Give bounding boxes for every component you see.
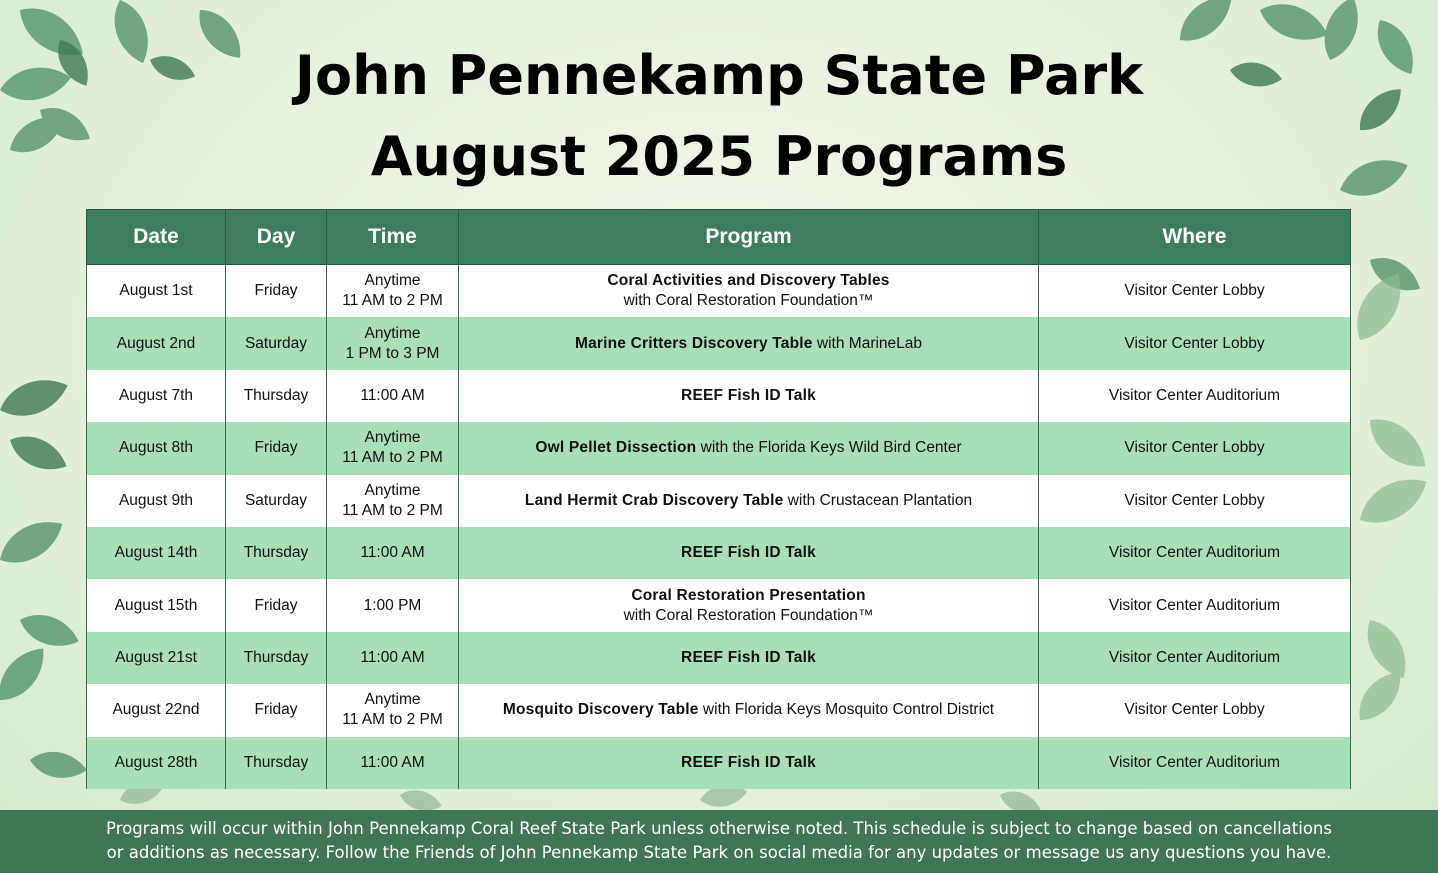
day-text: Thursday [243,544,309,562]
date-cell [87,737,226,789]
program-title: Coral Activities and Discovery Tables [607,272,890,290]
day-text: Saturday [244,491,308,509]
program-cell [459,370,1039,422]
location-text: Visitor Center Auditorium [1108,386,1281,404]
location-text: Visitor Center Lobby [1124,439,1265,457]
program-partner: with MarineLab [812,334,923,352]
day-cell [226,527,327,579]
time-cell [327,684,459,736]
day-cell [226,579,327,631]
location-text: Visitor Center Auditorium [1108,753,1281,771]
date-text: August 9th [118,491,194,509]
date-text: August 2nd [116,334,196,352]
where-cell [1039,684,1351,736]
program-cell [459,317,1039,369]
date-text: August 7th [118,386,194,404]
page-subtitle: August 2025 Programs [370,125,1068,188]
time-text: Anytime [364,429,421,447]
table-row [87,737,1351,789]
location-text: Visitor Center Auditorium [1108,596,1281,614]
time-range-text: 11 AM to 2 PM [342,292,443,310]
program-partner: with Crustacean Plantation [783,491,973,509]
program-title: Marine Critters Discovery Table [574,334,813,352]
date-cell [87,475,226,527]
time-text: 11:00 AM [360,386,425,404]
where-cell [1039,422,1351,474]
program-title: Land Hermit Crab Discovery Table [524,491,784,509]
date-cell [87,684,226,736]
program-cell [459,265,1039,318]
date-text: August 21st [115,648,197,666]
page-title: John Pennekamp State Park [294,44,1144,107]
program-cell [459,632,1039,684]
footer-note [0,810,1438,873]
table-row [87,684,1351,736]
date-text: August 14th [114,544,198,562]
program-partner: with Coral Restoration Foundation™ [623,292,874,310]
day-text: Saturday [244,334,308,352]
table-row [87,579,1351,631]
time-text: Anytime [364,481,421,499]
date-text: August 1st [119,282,193,300]
time-text: 11:00 AM [360,648,425,666]
time-range-text: 11 AM to 2 PM [342,501,443,519]
table-row [87,475,1351,527]
table-row [87,527,1351,579]
day-cell [226,422,327,474]
location-text: Visitor Center Lobby [1124,701,1265,719]
program-cell [459,527,1039,579]
table-row [87,317,1351,369]
day-cell [226,370,327,422]
time-cell [327,370,459,422]
time-cell [327,475,459,527]
day-cell [226,475,327,527]
day-text: Thursday [243,386,309,404]
schedule-table [86,209,1351,789]
footer-line-2: or additions as necessary. Follow the Friends of John Pennekamp State Park on social media for any updates or message us any questions you have. [106,843,1332,862]
date-cell [87,422,226,474]
date-cell [87,632,226,684]
date-cell [87,527,226,579]
program-cell [459,475,1039,527]
where-cell [1039,475,1351,527]
where-cell [1039,317,1351,369]
date-cell [87,317,226,369]
time-range-text: 11 AM to 2 PM [342,449,443,467]
time-text: 11:00 AM [360,544,425,562]
day-text: Friday [254,282,298,300]
program-cell [459,579,1039,631]
date-text: August 22nd [112,701,200,719]
day-cell [226,684,327,736]
where-cell [1039,737,1351,789]
program-partner: with Coral Restoration Foundation™ [623,606,874,624]
date-text: August 28th [114,753,198,771]
day-cell [226,632,327,684]
time-cell [327,265,459,318]
time-text: Anytime [364,324,421,342]
where-cell [1039,632,1351,684]
time-range-text: 1 PM to 3 PM [345,344,440,362]
column-header-where: Where [1039,210,1351,265]
time-cell [327,737,459,789]
date-cell [87,265,226,318]
where-cell [1039,265,1351,318]
time-text: 11:00 AM [360,753,425,771]
time-text: Anytime [364,272,421,290]
date-text: August 15th [114,596,198,614]
table-row [87,265,1351,318]
program-title: REEF Fish ID Talk [681,753,816,771]
where-cell [1039,370,1351,422]
table-row [87,370,1351,422]
time-cell [327,579,459,631]
location-text: Visitor Center Lobby [1124,334,1265,352]
date-cell [87,370,226,422]
time-cell [327,632,459,684]
day-cell [226,737,327,789]
program-partner: with Florida Keys Mosquito Control District [698,701,995,719]
day-text: Thursday [243,753,309,771]
time-cell [327,317,459,369]
column-header-day: Day [226,210,327,265]
column-header-date: Date [87,210,226,265]
program-title: Coral Restoration Presentation [631,586,866,604]
date-text: August 8th [118,439,194,457]
day-text: Friday [254,701,298,719]
footer-line-1: Programs will occur within John Pennekamp Coral Reef State Park unless otherwise noted. This schedule is subject to change based on cancellations [106,819,1332,838]
program-title: Mosquito Discovery Table [502,701,699,719]
date-cell [87,579,226,631]
location-text: Visitor Center Auditorium [1108,544,1281,562]
column-header-time: Time [327,210,459,265]
time-text: Anytime [364,691,421,709]
time-text: 1:00 PM [363,596,422,614]
table-header-row [87,210,1351,265]
day-cell [226,265,327,318]
program-cell [459,422,1039,474]
day-text: Thursday [243,648,309,666]
program-cell [459,737,1039,789]
location-text: Visitor Center Auditorium [1108,648,1281,666]
table-row [87,422,1351,474]
program-title: REEF Fish ID Talk [681,386,816,404]
time-range-text: 11 AM to 2 PM [342,711,443,729]
where-cell [1039,527,1351,579]
table-row [87,632,1351,684]
time-cell [327,422,459,474]
day-text: Friday [254,596,298,614]
where-cell [1039,579,1351,631]
program-partner: with the Florida Keys Wild Bird Center [696,439,962,457]
program-title: Owl Pellet Dissection [535,439,697,457]
program-title: REEF Fish ID Talk [681,648,816,666]
program-cell [459,684,1039,736]
time-cell [327,527,459,579]
program-title: REEF Fish ID Talk [681,544,816,562]
column-header-program: Program [459,210,1039,265]
day-cell [226,317,327,369]
location-text: Visitor Center Lobby [1124,491,1265,509]
day-text: Friday [254,439,298,457]
location-text: Visitor Center Lobby [1124,282,1265,300]
